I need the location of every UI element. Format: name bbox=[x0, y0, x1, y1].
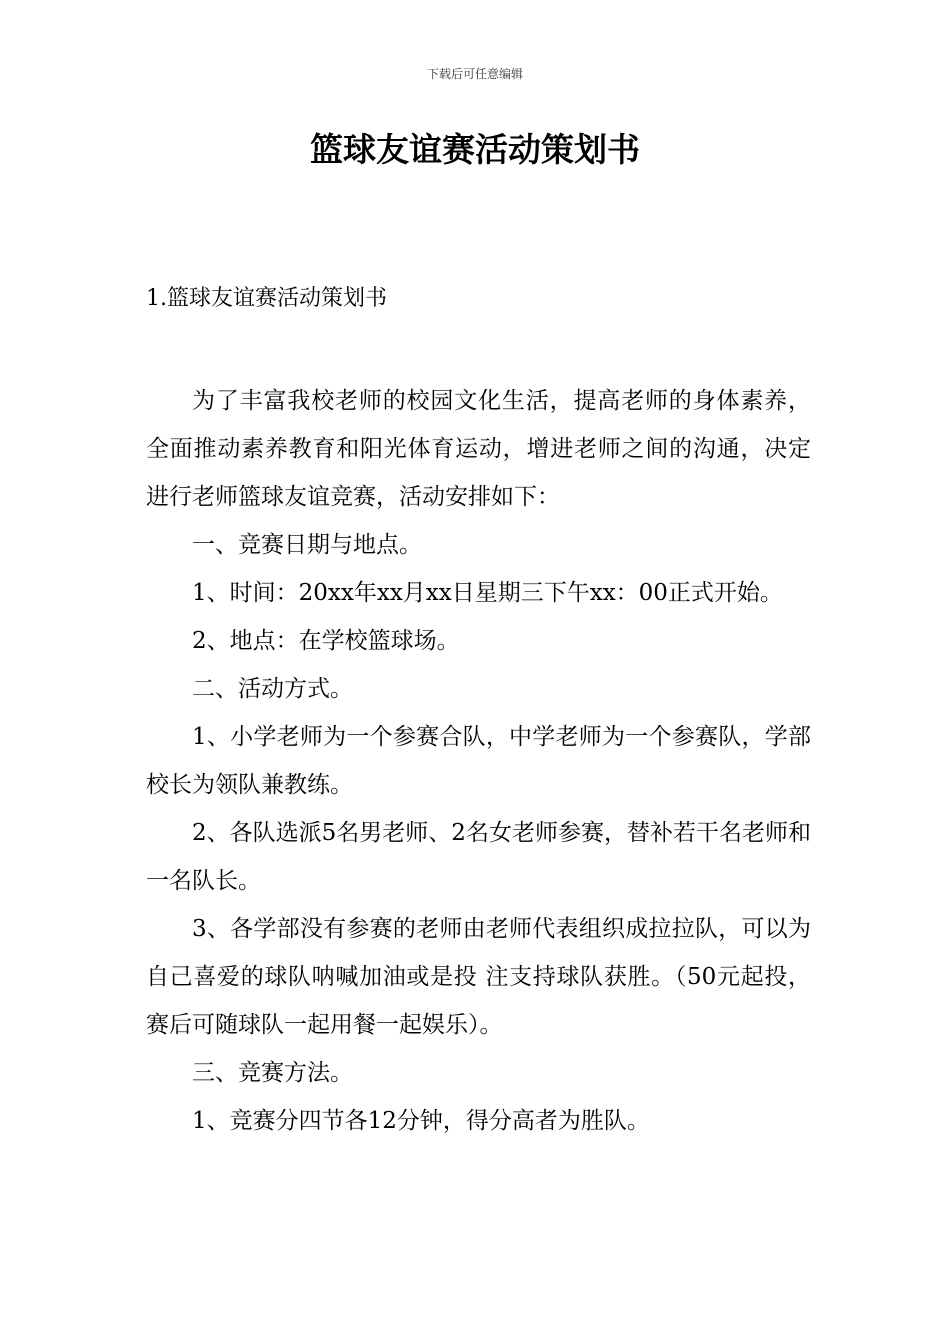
paragraph-heading-format: 二、活动方式。 bbox=[192, 676, 353, 702]
paragraph-cheerleaders: 3、各学部没有参赛的老师由老师代表组织成拉拉队，可以为自己喜爱的球队呐喊加油或是投 注支持球队获胜。（50元起投，赛后可随球队一起用餐一起娱乐）。 bbox=[146, 916, 811, 1038]
document-title: 篮球友谊赛活动策划书 bbox=[310, 130, 640, 169]
paragraph-intro: 为了丰富我校老师的校园文化生活，提高老师的身体素养，全面推动素养教育和阳光体育运动，增进老师之间的沟通，决定进行老师篮球友谊竞赛，活动安排如下： bbox=[146, 388, 811, 510]
paragraph-heading-date-place: 一、竞赛日期与地点。 bbox=[192, 532, 422, 558]
header-note: 下载后可任意编辑 bbox=[426, 67, 523, 81]
body-text bbox=[146, 377, 811, 1145]
paragraph-players: 2、各队选派5名男老师、2名女老师参赛，替补若干名老师和一名队长。 bbox=[146, 820, 811, 894]
section-heading: 1.篮球友谊赛活动策划书 bbox=[146, 286, 387, 311]
paragraph-teams: 1、小学老师为一个参赛合队，中学老师为一个参赛队，学部校长为领队兼教练。 bbox=[146, 724, 811, 798]
paragraph-quarters: 1、竞赛分四节各12分钟，得分高者为胜队。 bbox=[192, 1108, 650, 1134]
paragraph-time: 1、时间：20xx年xx月xx日星期三下午xx：00正式开始。 bbox=[192, 580, 783, 606]
paragraph-place: 2、地点：在学校篮球场。 bbox=[192, 628, 460, 654]
paragraph-heading-method: 三、竞赛方法。 bbox=[192, 1060, 353, 1086]
